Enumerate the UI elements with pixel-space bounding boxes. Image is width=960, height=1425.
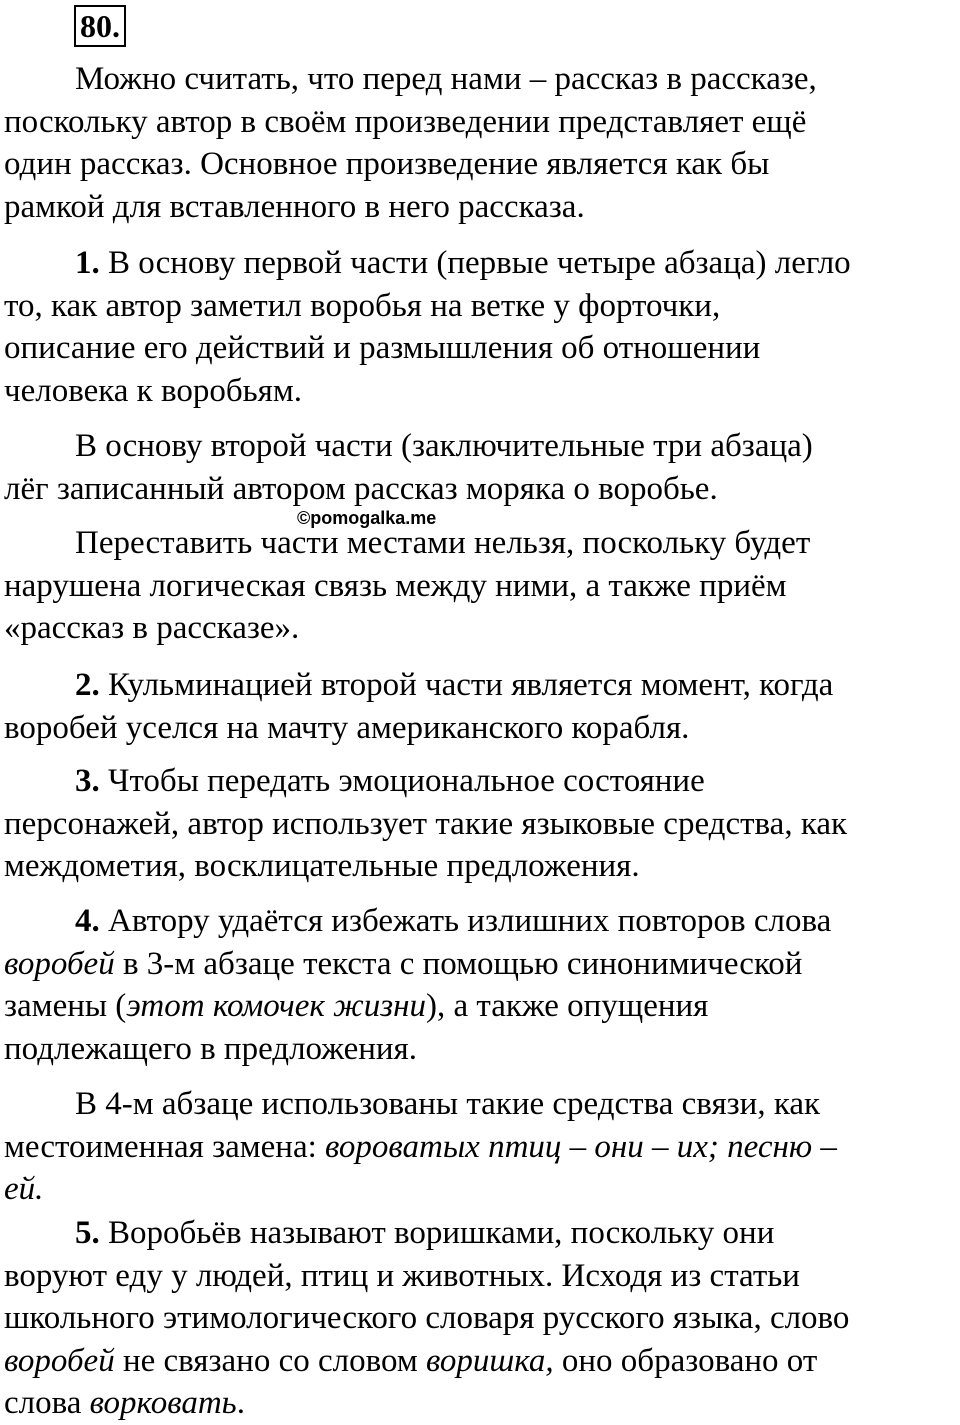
- paragraph-answer-2: [4, 664, 960, 749]
- bold-number: 2.: [75, 667, 100, 703]
- text-run: междометия, восклицательные предложения.: [4, 848, 640, 884]
- text-run: персонажей, автор использует такие языковые средства, как: [4, 805, 848, 842]
- text-line: [4, 565, 960, 608]
- bold-number: 4.: [75, 903, 100, 939]
- italic-text: этот комочек жизни: [126, 988, 426, 1024]
- text-run: описание его действий и размышления об отношении: [4, 330, 761, 366]
- text-line: [4, 58, 960, 101]
- text-run: один рассказ. Основное произведение является как бы: [4, 146, 770, 182]
- text-run: школьного этимологического словаря русского языка, слово: [4, 1300, 850, 1336]
- text-line: [4, 707, 960, 750]
- text-line: [4, 1340, 960, 1383]
- bold-number: 5.: [75, 1215, 100, 1251]
- text-line: [4, 1212, 960, 1255]
- text-run: «рассказ в рассказе».: [4, 610, 300, 646]
- text-line: [4, 370, 960, 413]
- text-line: [4, 522, 960, 565]
- text-run: человека к воробьям.: [4, 372, 302, 409]
- paragraph-answer-1: [4, 242, 960, 412]
- text-line: [4, 1126, 960, 1169]
- text-run: воруют еду у людей, птиц и животных. Исходя из статьи: [4, 1257, 800, 1294]
- text-run: подлежащего в предложения.: [4, 1030, 417, 1067]
- paragraph-rearrange: [4, 522, 960, 650]
- paragraph-intro: [4, 58, 960, 228]
- text-line: [4, 1255, 960, 1298]
- text-line: [4, 425, 960, 468]
- text-run: слова: [4, 1385, 90, 1421]
- text-line: [4, 1168, 960, 1211]
- italic-text: воробей: [4, 1342, 115, 1379]
- text-line: [4, 664, 960, 707]
- text-run: замены (: [4, 988, 127, 1024]
- text-line: [4, 845, 960, 888]
- bold-number: 1.: [75, 245, 100, 281]
- text-line: [4, 607, 960, 650]
- paragraph-answer-5: [4, 1212, 960, 1425]
- text-line: [4, 760, 960, 803]
- italic-text: воробей: [4, 945, 115, 982]
- exercise-number: 80.: [74, 5, 126, 47]
- text-run: нарушена логическая связь между ними, а также приём: [4, 567, 787, 604]
- text-line: [4, 803, 960, 846]
- text-line: [4, 1083, 960, 1126]
- text-run: .: [236, 1385, 245, 1421]
- text-run: оно образовано от: [553, 1342, 818, 1379]
- text-line: [4, 285, 960, 328]
- text-line: [4, 327, 960, 370]
- text-run: в 3-м абзаце текста с помощью синонимической: [114, 945, 803, 982]
- text-run: В 4-м абзаце использованы такие средства связи, как: [75, 1086, 821, 1122]
- italic-text: ворковать: [89, 1385, 237, 1421]
- text-run: Автору удаётся избежать излишних повторов слова: [99, 903, 832, 939]
- paragraph-fourth-abzac: [4, 1083, 960, 1211]
- paragraph-answer-4: [4, 900, 960, 1070]
- text-line: [4, 1028, 960, 1071]
- watermark-text: ©pomogalka.me: [297, 508, 437, 528]
- text-line: [4, 242, 960, 285]
- text-run: Переставить части местами нельзя, поскольку будет: [75, 525, 811, 561]
- text-line: [4, 900, 960, 943]
- text-line: [4, 143, 960, 186]
- text-line: [4, 985, 960, 1028]
- text-run: Воробьёв называют воришками, поскольку они: [99, 1215, 775, 1251]
- text-run: то, как автор заметил воробья на ветке у форточки,: [4, 287, 721, 324]
- text-line: [4, 468, 960, 511]
- text-run: В основу первой части (первые четыре абзаца) легло: [99, 245, 851, 281]
- text-run: В основу второй части (заключительные три абзаца): [75, 428, 813, 464]
- bold-number: 3.: [75, 763, 100, 799]
- italic-text: ей.: [4, 1171, 44, 1207]
- text-run: Можно считать, что перед нами – рассказ в рассказе,: [75, 61, 817, 97]
- text-line: [4, 1382, 960, 1425]
- text-run: рамкой для вставленного в него рассказа.: [4, 188, 585, 225]
- text-run: Кульминацией второй части является момент, когда: [99, 667, 834, 703]
- text-line: [4, 101, 960, 144]
- paragraph-answer-3: [4, 760, 960, 888]
- text-run: лёг записанный автором рассказ моряка о воробье.: [4, 470, 718, 507]
- text-run: местоименная замена:: [4, 1128, 326, 1165]
- text-run: воробей уселся на мачту американского корабля.: [4, 709, 690, 746]
- text-line: [4, 1297, 960, 1340]
- italic-text: воришка,: [425, 1342, 554, 1379]
- text-run: не связано со словом: [114, 1342, 426, 1379]
- text-run: поскольку автор в своём произведении представляет ещё: [4, 103, 807, 140]
- text-run: ), а также опущения: [425, 988, 709, 1024]
- text-run: Чтобы передать эмоциональное состояние: [99, 763, 705, 799]
- italic-text: вороватых птиц – они – их; песню –: [325, 1128, 837, 1165]
- paragraph-second-part: [4, 425, 960, 510]
- text-line: [4, 943, 960, 986]
- text-line: [4, 186, 960, 229]
